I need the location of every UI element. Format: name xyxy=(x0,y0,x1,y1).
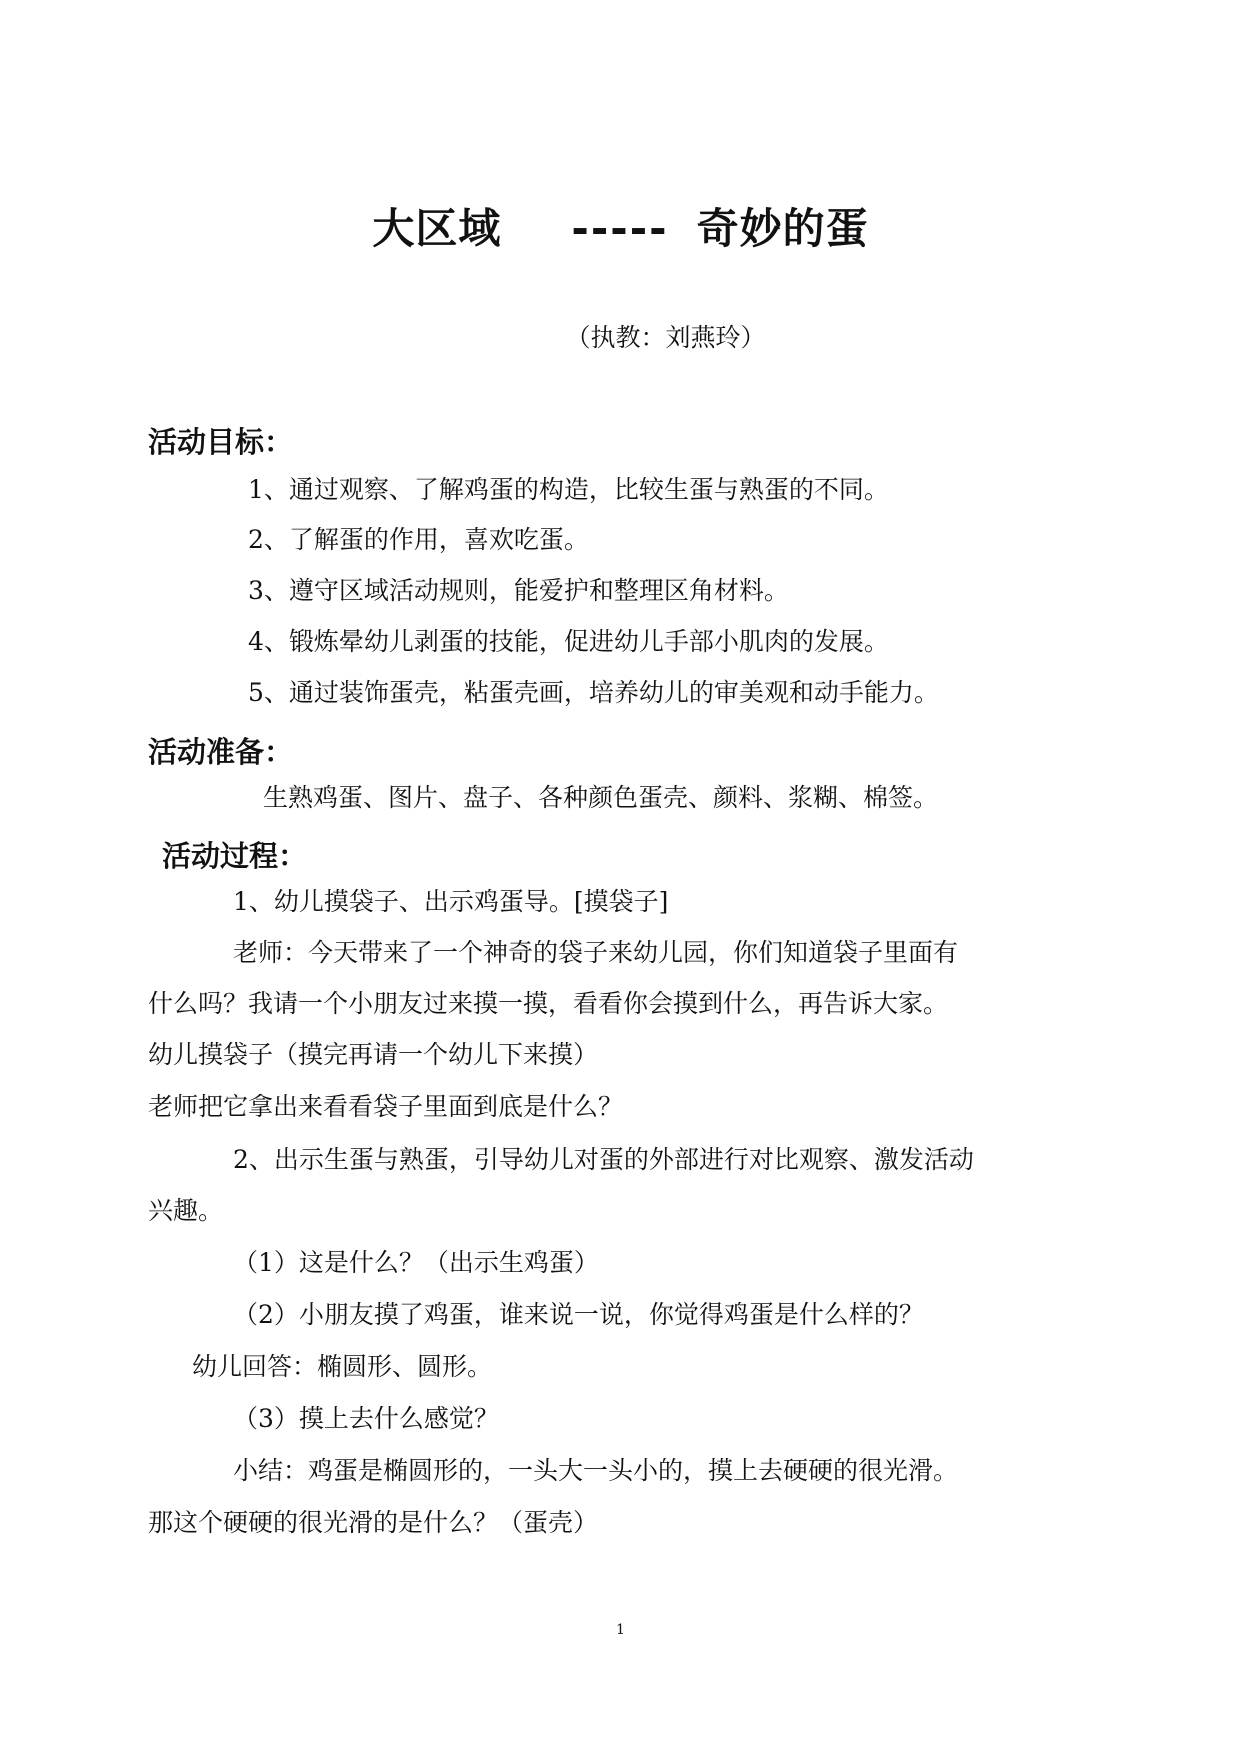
prep-text: 生熟鸡蛋、图片、盘子、各种颜色蛋壳、颜料、浆糊、棉签。 xyxy=(263,783,939,812)
document-title xyxy=(0,196,1241,256)
process-line: 那这个硬硬的很光滑的是什么？（蛋壳） xyxy=(148,1508,599,1537)
teacher-credit: （执教：刘燕玲） xyxy=(565,323,766,352)
prep-heading: 活动准备： xyxy=(148,735,294,769)
process-line: 2、出示生蛋与熟蛋，引导幼儿对蛋的外部进行对比观察、激发活动 xyxy=(233,1145,974,1174)
process-line: 什么吗？我请一个小朋友过来摸一摸，看看你会摸到什么，再告诉大家。 xyxy=(148,989,949,1018)
title-left: 大区域 xyxy=(372,204,502,253)
process-heading: 活动过程： xyxy=(162,839,308,873)
goal-item: 3、遵守区域活动规则，能爱护和整理区角材料。 xyxy=(248,576,789,605)
process-line: 1、幼儿摸袋子、出示鸡蛋导。[摸袋子] xyxy=(233,887,669,916)
title-right: 奇妙的蛋 xyxy=(696,204,869,253)
title-separator: ----- xyxy=(571,204,669,253)
process-line: 兴趣。 xyxy=(148,1196,224,1225)
process-line: 老师把它拿出来看看袋子里面到底是什么？ xyxy=(148,1092,624,1121)
process-line: （2）小朋友摸了鸡蛋，谁来说一说，你觉得鸡蛋是什么样的？ xyxy=(233,1300,924,1329)
process-line: 幼儿摸袋子（摸完再请一个幼儿下来摸） xyxy=(148,1040,599,1069)
goal-item: 2、了解蛋的作用，喜欢吃蛋。 xyxy=(248,525,589,554)
page-number: 1 xyxy=(616,1622,625,1638)
process-line: 老师：今天带来了一个神奇的袋子来幼儿园，你们知道袋子里面有 xyxy=(233,938,959,967)
goals-heading: 活动目标： xyxy=(148,425,294,459)
goal-item: 4、锻炼晕幼儿剥蛋的技能，促进幼儿手部小肌肉的发展。 xyxy=(248,627,889,656)
process-line: （3）摸上去什么感觉？ xyxy=(233,1404,499,1433)
goal-item: 1、通过观察、了解鸡蛋的构造，比较生蛋与熟蛋的不同。 xyxy=(248,475,889,504)
process-line: （1）这是什么？（出示生鸡蛋） xyxy=(233,1248,599,1277)
process-line: 小结：鸡蛋是椭圆形的，一头大一头小的，摸上去硬硬的很光滑。 xyxy=(233,1456,959,1485)
goal-item: 5、通过装饰蛋壳，粘蛋壳画，培养幼儿的审美观和动手能力。 xyxy=(248,678,939,707)
process-line: 幼儿回答：椭圆形、圆形。 xyxy=(192,1352,493,1381)
